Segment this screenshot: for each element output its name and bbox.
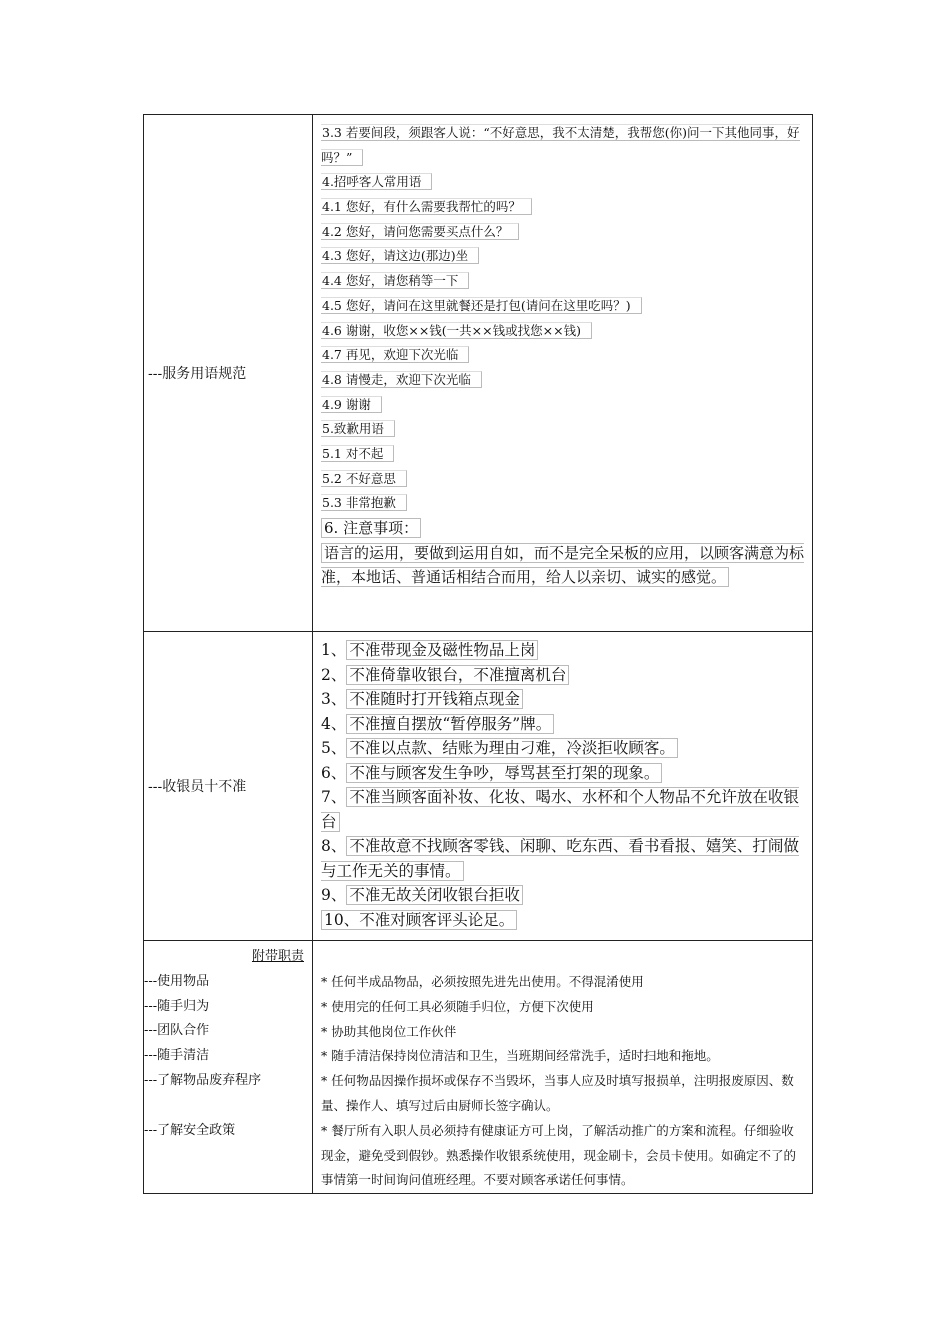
duty-detail: * 任何半成品物品，必须按照先进先出使用。不得混淆使用 (321, 974, 644, 989)
duty-label: ---了解安全政策 (144, 1122, 236, 1138)
list-item: 3.3 若要间段，须跟客人说：“不好意思，我不太清楚，我帮您(你)问一下其他同事，好吗？” (321, 125, 800, 165)
list-item: 5.3 非常抱歉 (321, 491, 804, 516)
duty-details (313, 941, 812, 1193)
note-block (313, 516, 812, 590)
duty-label: ---了解物品废弃程序 (144, 1072, 262, 1088)
list-item: 6、 不准与顾客发生争吵，辱骂甚至打架的现象。 (321, 761, 804, 786)
list-item: 5、 不准以点款、结账为理由刁难，冷淡拒收顾客。 (321, 736, 804, 761)
duty-label: ---随手清洁 (144, 1048, 210, 1064)
section-label: ---收银员十不准 (148, 779, 247, 795)
note-text: 语言的运用，要做到运用自如，而不是完全呆板的应用，以顾客满意为标准，本地话、普通话相结合而用，给人以亲切、诚实的感觉。 (321, 543, 805, 587)
list-item: 4.2 您好，请问您需要买点什么？ (321, 220, 804, 245)
duty-label: ---使用物品 (144, 973, 210, 989)
list-item: 8、 不准故意不找顾客零钱、闲聊、吃东西、看书看报、嬉笑、打闹做与工作无关的事情。 (321, 837, 799, 880)
rules-list (313, 632, 812, 932)
section-service-language (144, 115, 813, 632)
duty-header: 附带职责 (251, 949, 304, 964)
list-item: 4.3 您好，请这边(那边)坐 (321, 244, 804, 269)
duty-label: ---团队合作 (144, 1023, 210, 1039)
duty-detail: * 餐厅所有入职人员必须持有健康证方可上岗，了解活动推广的方案和流程。仔细验收现金，避免受到假钞。熟悉操作收银系统使用，现金刷卡，会员卡使用。如确定不了的事情第一时间询问值班经理。不要对顾客承诺任何事情。 (321, 1122, 797, 1188)
list-item: 3、 不准随时打开钱箱点现金 (321, 687, 804, 712)
section-extra-duties (144, 941, 813, 1194)
list-item: 4.8 请慢走，欢迎下次光临 (321, 368, 804, 393)
list-item: 5.致歉用语 (321, 417, 804, 442)
duty-detail: * 任何物品因操作损坏或保存不当毁坏，当事人应及时填写报损单，注明报废原因、数量、操作人、填写过后由厨师长签字确认。 (321, 1073, 794, 1113)
list-item: 4、 不准擅自摆放“暂停服务”牌。 (321, 712, 804, 737)
duty-labels (144, 941, 312, 1143)
list-item: 10、不准对顾客评头论足。 (321, 908, 804, 933)
list-item: 4.5 您好，请问在这里就餐还是打包(请问在这里吃吗？) (321, 294, 804, 319)
note-title: 6. 注意事项： (321, 516, 804, 541)
section-content-cell (313, 632, 813, 941)
section-label-cell (144, 115, 313, 632)
duty-label: ---随手归为 (144, 998, 210, 1014)
duty-label-cell (144, 941, 313, 1194)
list-item: 5.1 对不起 (321, 442, 804, 467)
document-table (143, 114, 813, 1194)
list-item: 4.1 您好，有什么需要我帮忙的吗？ (321, 195, 804, 220)
list-item: 2、 不准倚靠收银台，不准擅离机台 (321, 663, 804, 688)
list-item: 4.7 再见，欢迎下次光临 (321, 343, 804, 368)
list-item: 4.4 您好，请您稍等一下 (321, 269, 804, 294)
list-item: 7、 不准当顾客面补妆、化妆、喝水、水杯和个人物品不允许放在收银台 (321, 788, 799, 831)
list-item: 4.9 谢谢 (321, 393, 804, 418)
list-item: 1、 不准带现金及磁性物品上岗 (321, 638, 804, 663)
duty-detail-cell (313, 941, 813, 1194)
list-item: 9、 不准无故关闭收银台拒收 (321, 883, 804, 908)
section-content-cell (313, 115, 813, 632)
phrase-list (313, 115, 812, 516)
list-item: 4.招呼客人常用语 (321, 170, 804, 195)
duty-detail: * 使用完的任何工具必须随手归位，方便下次使用 (321, 998, 594, 1014)
list-item: 5.2 不好意思 (321, 467, 804, 492)
section-label: ---服务用语规范 (148, 366, 247, 382)
section-cashier-rules (144, 632, 813, 941)
duty-detail: * 协助其他岗位工作伙伴 (321, 1023, 457, 1039)
section-label-cell (144, 632, 313, 941)
duty-detail: * 随手清洁保持岗位清洁和卫生，当班期间经常洗手，适时扫地和拖地。 (321, 1048, 719, 1064)
list-item: 4.6 谢谢，收您××钱(一共××钱或找您××钱) (321, 319, 804, 344)
